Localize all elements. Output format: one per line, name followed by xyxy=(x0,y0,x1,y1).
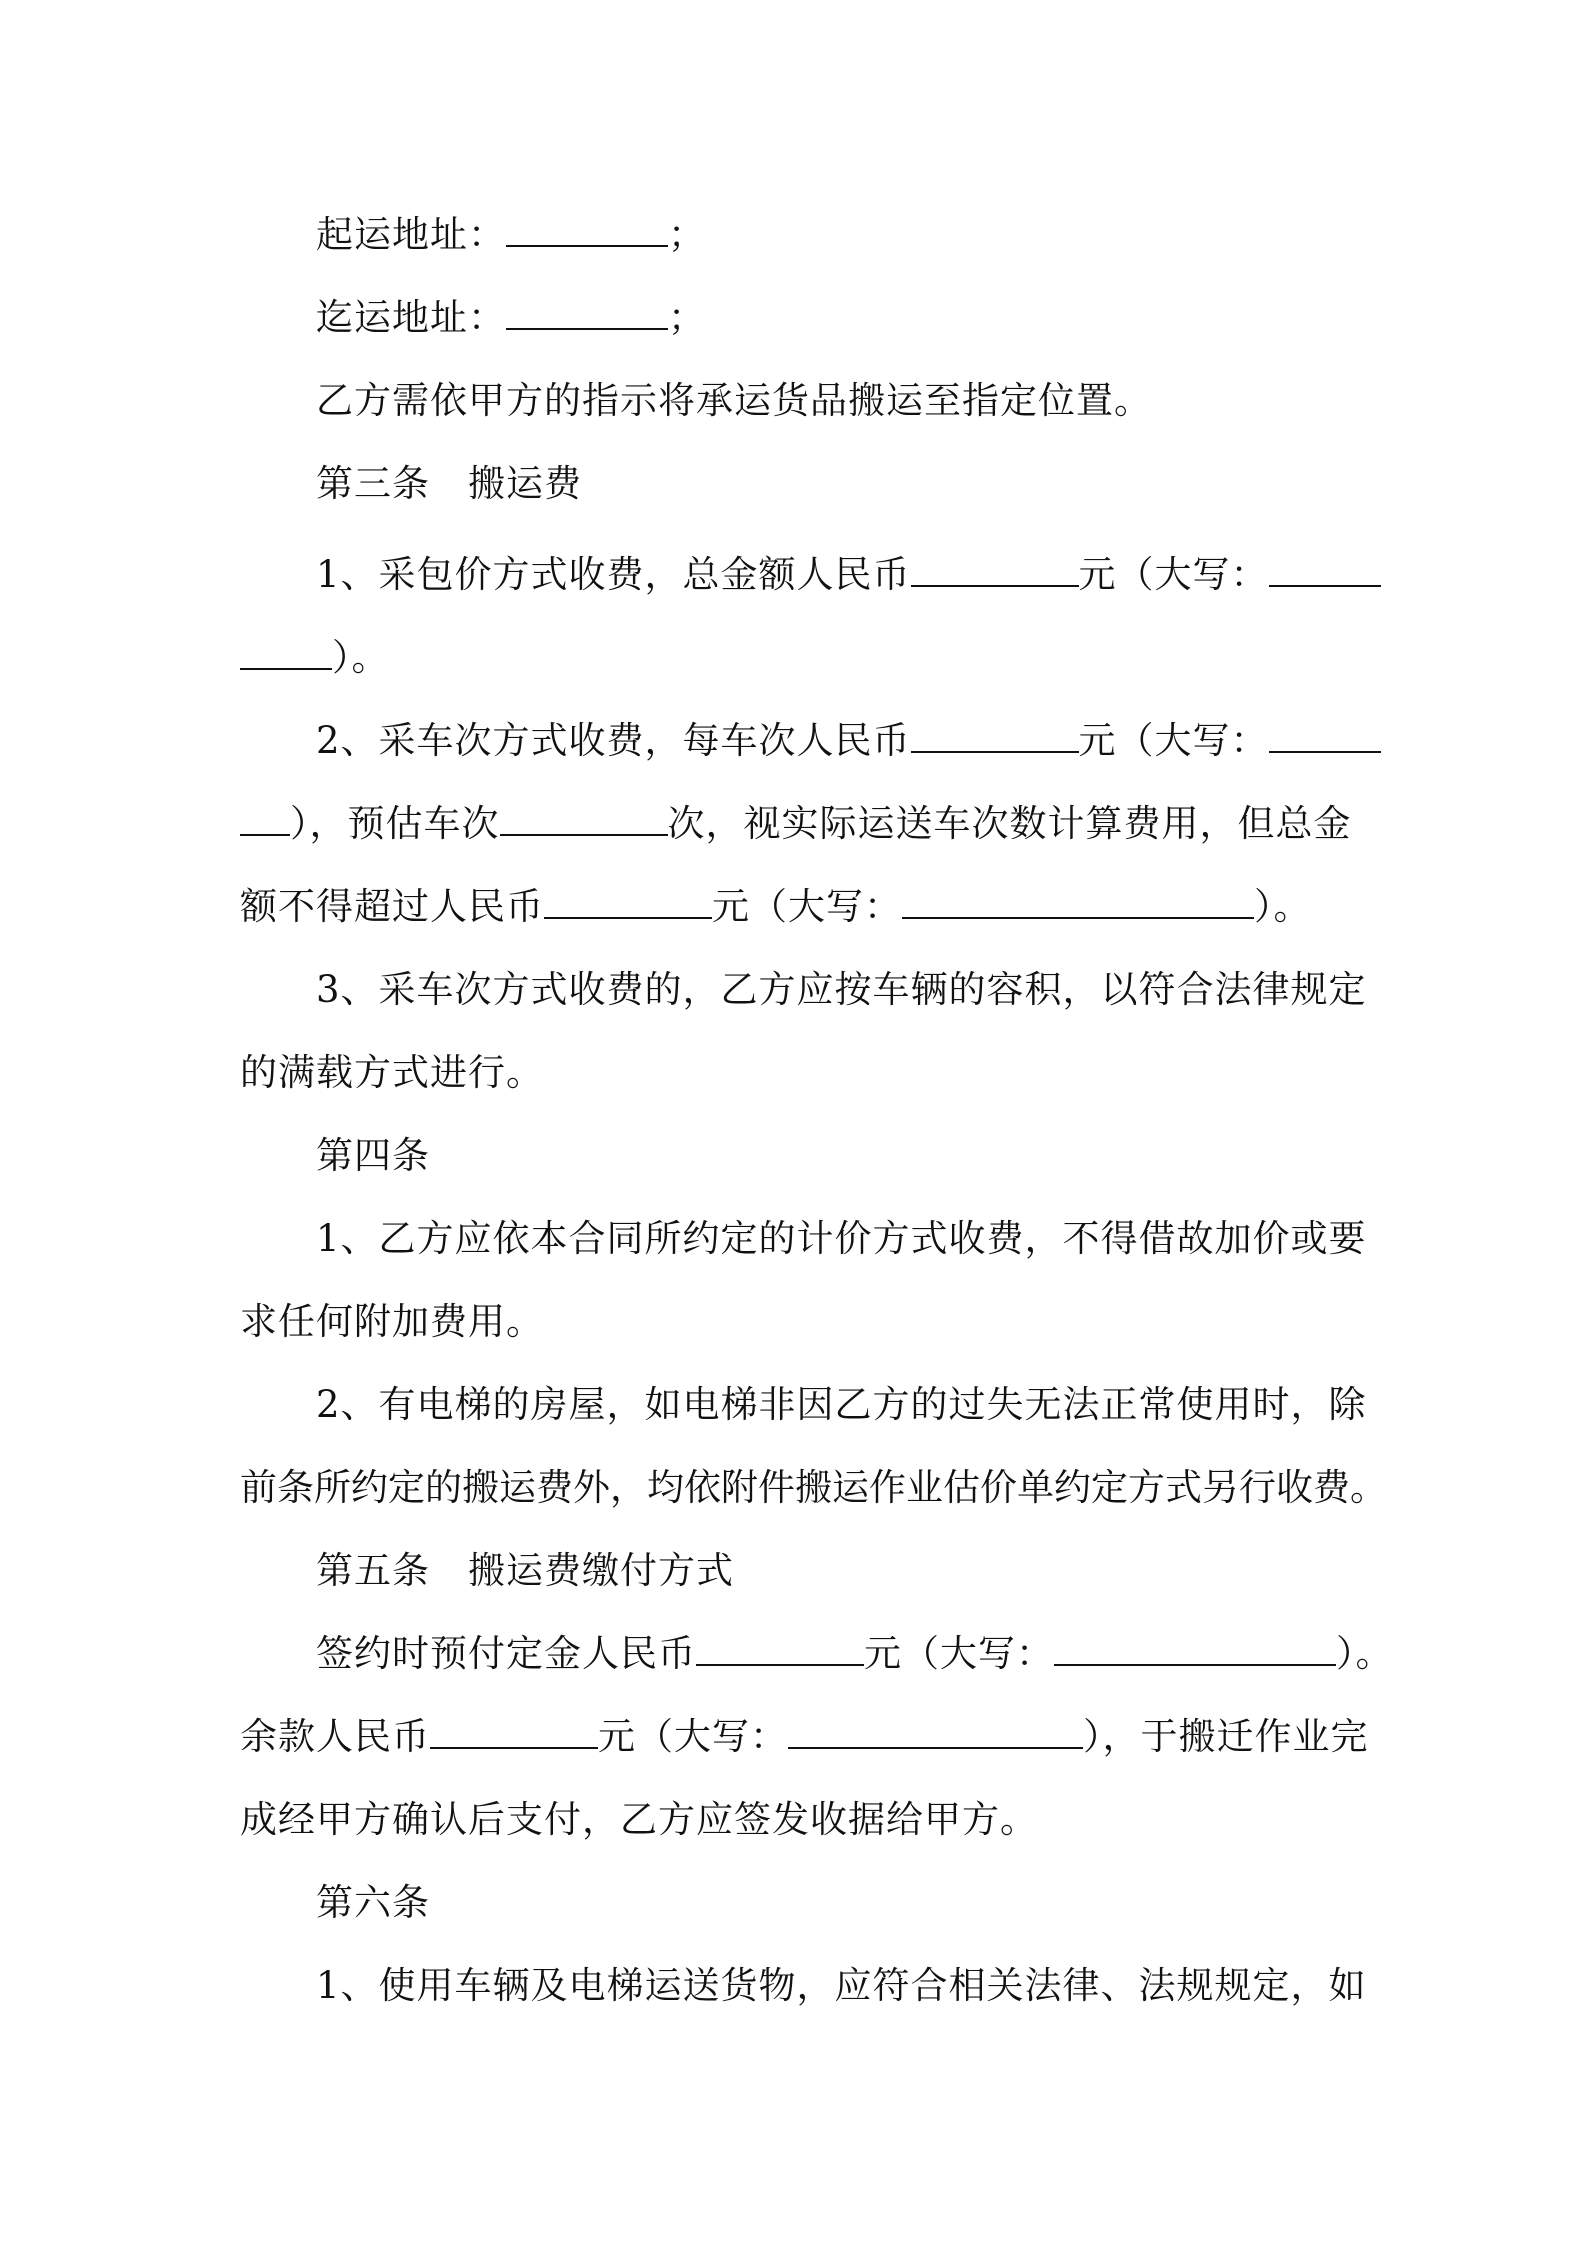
balance-label: 余款人民币 xyxy=(240,1715,430,1758)
paragraph-line: 1、使用车辆及电梯运送货物，应符合相关法律、法规规定，如 xyxy=(316,1964,1367,2007)
article-heading-5: 第五条 搬运费缴付方式 xyxy=(316,1549,734,1592)
article-heading-4: 第四条 xyxy=(316,1134,430,1177)
paragraph-line: 求任何附加费用。 xyxy=(240,1300,544,1343)
max-total-capital-blank[interactable] xyxy=(902,883,1254,919)
estimated-trips-label: ），预估车次 xyxy=(290,802,500,845)
paragraph-line: 的满载方式进行。 xyxy=(240,1051,544,1094)
paragraph-line: 前条所约定的搬运费外，均依附件搬运作业估价单约定方式另行收费。 xyxy=(240,1466,1387,1509)
balance-amount-blank[interactable] xyxy=(430,1713,598,1749)
article-heading-6: 第六条 xyxy=(316,1881,430,1924)
balance-line xyxy=(240,1707,1369,1767)
max-total-amount-blank[interactable] xyxy=(544,883,712,919)
lump-sum-capital-blank[interactable] xyxy=(1269,551,1381,587)
capital-label: 元（大写： xyxy=(1078,719,1269,762)
punctuation: ）。 xyxy=(1254,885,1312,928)
paragraph-line: 1、乙方应依本合同所约定的计价方式收费，不得借故加价或要 xyxy=(316,1217,1367,1260)
punctuation: ； xyxy=(668,213,706,256)
destination-address-line xyxy=(316,288,1360,348)
estimated-trips-blank[interactable] xyxy=(500,800,668,836)
max-total-label: 额不得超过人民币 xyxy=(240,885,544,928)
lump-sum-capital-blank-cont[interactable] xyxy=(240,634,332,670)
origin-address-line xyxy=(316,205,1360,265)
deposit-label: 签约时预付定金人民币 xyxy=(316,1632,696,1675)
paragraph-line: 成经甲方确认后支付，乙方应签发收据给甲方。 xyxy=(240,1798,1038,1841)
origin-address-blank[interactable] xyxy=(506,211,668,247)
deposit-capital-blank[interactable] xyxy=(1054,1630,1336,1666)
per-trip-amount-blank[interactable] xyxy=(911,717,1079,753)
lump-sum-label: 1、采包价方式收费，总金额人民币 xyxy=(316,553,911,596)
paragraph-line: 乙方需依甲方的指示将承运货品搬运至指定位置。 xyxy=(316,379,1152,422)
paragraph-line: 2、有电梯的房屋，如电梯非因乙方的过失无法正常使用时，除 xyxy=(316,1383,1367,1426)
deposit-amount-blank[interactable] xyxy=(696,1630,864,1666)
lump-sum-fee-line-cont xyxy=(240,628,1360,688)
punctuation: ）。 xyxy=(1336,1632,1394,1675)
destination-address-label: 迄运地址： xyxy=(316,296,506,339)
per-trip-capital-blank[interactable] xyxy=(1269,717,1381,753)
per-trip-fee-line-cont xyxy=(240,794,1360,854)
lump-sum-amount-blank[interactable] xyxy=(911,551,1079,587)
deposit-line xyxy=(316,1624,1394,1684)
balance-capital-blank[interactable] xyxy=(788,1713,1083,1749)
origin-address-label: 起运地址： xyxy=(316,213,506,256)
article-heading-3: 第三条 搬运费 xyxy=(316,462,582,505)
max-total-line xyxy=(240,877,1360,937)
paragraph-line: 3、采车次方式收费的，乙方应按车辆的容积，以符合法律规定 xyxy=(316,968,1367,1011)
balance-text: ），于搬迁作业完 xyxy=(1083,1715,1369,1758)
punctuation: ）。 xyxy=(332,636,390,679)
capital-label: 元（大写： xyxy=(1078,553,1269,596)
capital-label: 元（大写： xyxy=(712,885,902,928)
punctuation: ； xyxy=(668,296,706,339)
trips-text: 次，视实际运送车次数计算费用，但总金 xyxy=(667,802,1352,845)
per-trip-label: 2、采车次方式收费，每车次人民币 xyxy=(316,719,911,762)
capital-label: 元（大写： xyxy=(598,1715,788,1758)
per-trip-capital-blank-cont[interactable] xyxy=(240,800,290,836)
destination-address-blank[interactable] xyxy=(506,294,668,330)
per-trip-fee-line xyxy=(316,711,1360,771)
capital-label: 元（大写： xyxy=(864,1632,1054,1675)
lump-sum-fee-line xyxy=(316,545,1360,605)
